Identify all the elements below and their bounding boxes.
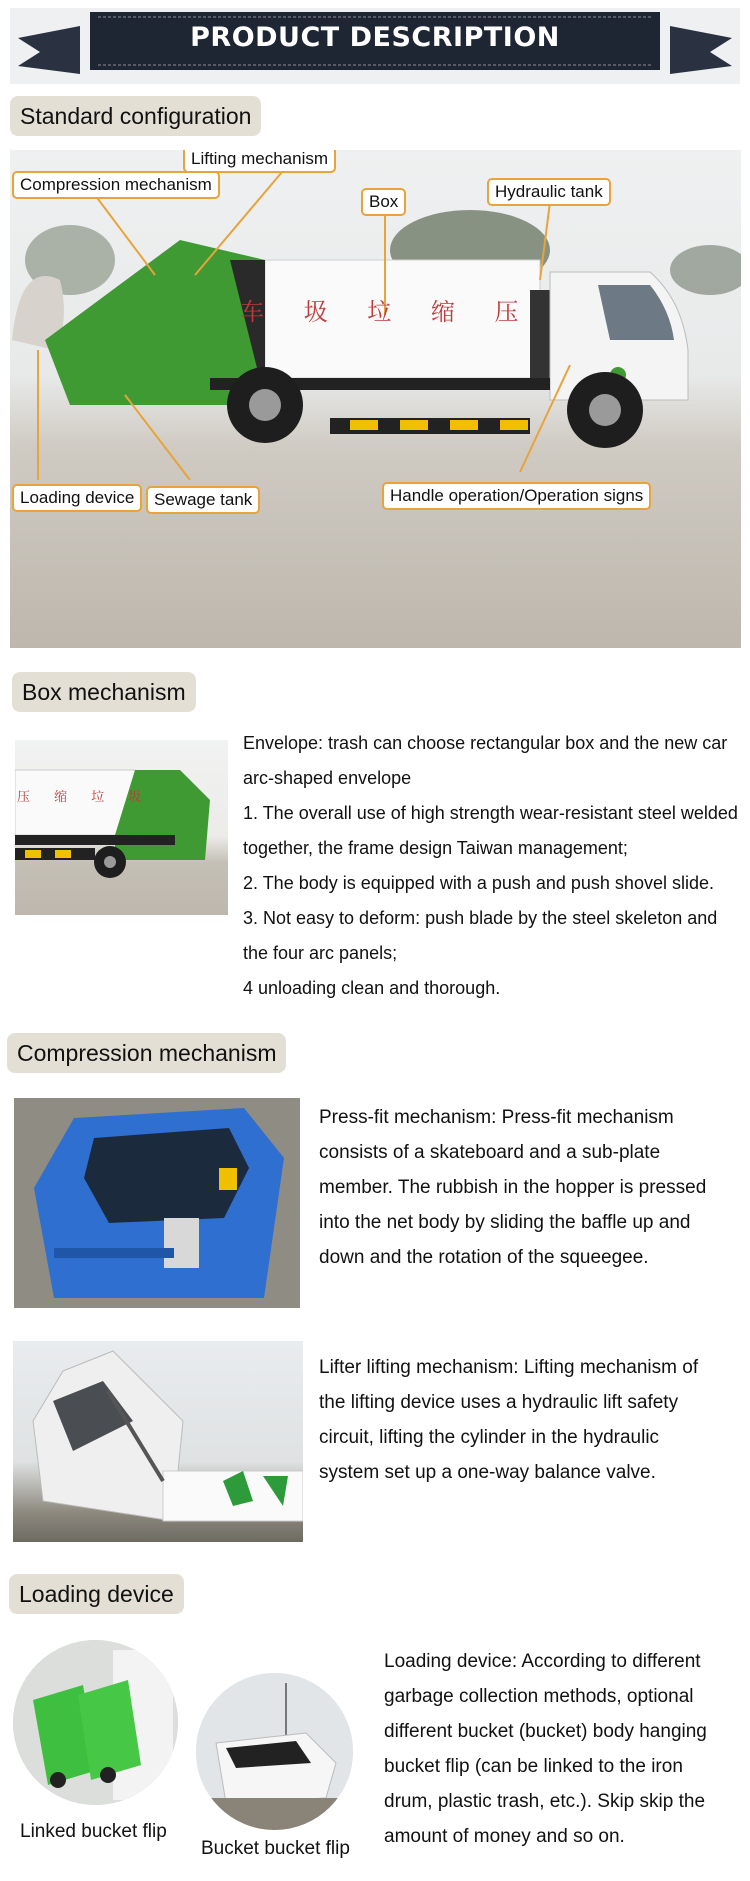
press-fit-illustration <box>14 1098 300 1308</box>
box-line: the four arc panels; <box>243 943 398 963</box>
lifter-description <box>319 1350 744 1490</box>
banner-title: PRODUCT DESCRIPTION <box>190 22 560 53</box>
box-line: 1. The overall use of high strength wear-resistant steel welded <box>243 803 738 823</box>
press-fit-line: down and the rotation of the squeegee. <box>319 1247 649 1268</box>
callout-handle-operation: Handle operation/Operation signs <box>382 482 651 510</box>
lifter-line: system set up a one-way balance valve. <box>319 1462 656 1483</box>
box-line: 4 unloading clean and thorough. <box>243 978 501 998</box>
press-fit-line: member. The rubbish in the hopper is pressed <box>319 1177 707 1198</box>
box-line: 2. The body is equipped with a push and push shovel slide. <box>243 873 714 893</box>
box-line: arc-shaped envelope <box>243 768 412 788</box>
loading-line: garbage collection methods, optional <box>384 1686 694 1707</box>
linked-bucket-flip-caption: Linked bucket flip <box>20 1821 167 1842</box>
callout-compression-mechanism: Compression mechanism <box>12 171 220 199</box>
linked-bucket-illustration <box>13 1640 178 1805</box>
press-fit-line: Press-fit mechanism: Press-fit mechanism <box>319 1107 674 1128</box>
callout-hydraulic-tank: Hydraulic tank <box>487 178 611 206</box>
truck-illustration <box>10 150 741 648</box>
lifter-line: the lifting device uses a hydraulic lift safety <box>319 1392 679 1413</box>
truck-diagram-photo <box>10 150 741 648</box>
box-truck-illustration <box>15 740 228 915</box>
product-description-banner <box>10 8 740 84</box>
press-fit-line: into the net body by sliding the baffle up and <box>319 1212 691 1233</box>
section-compression-mechanism: Compression mechanism <box>7 1033 286 1073</box>
press-fit-description <box>319 1100 744 1275</box>
lifter-line: Lifter lifting mechanism: Lifting mechanism of <box>319 1357 699 1378</box>
section-box-mechanism: Box mechanism <box>12 672 196 712</box>
section-loading-device: Loading device <box>9 1574 184 1614</box>
press-fit-photo <box>14 1098 300 1308</box>
loading-line: drum, plastic trash, etc.). Skip skip the <box>384 1791 706 1812</box>
loading-line: different bucket (bucket) body hanging <box>384 1721 707 1742</box>
bucket-bucket-flip-photo <box>196 1673 353 1830</box>
loading-line: Loading device: According to different <box>384 1651 701 1672</box>
box-line: Envelope: trash can choose rectangular box and the new car <box>243 733 728 753</box>
linked-bucket-flip-photo <box>13 1640 178 1805</box>
box-line: 3. Not easy to deform: push blade by the steel skeleton and <box>243 908 718 928</box>
lifter-photo <box>13 1341 303 1542</box>
truck-body-lettering: 车 圾 垃 缩 压 <box>240 298 535 326</box>
callout-loading-device: Loading device <box>12 484 142 512</box>
loading-device-description <box>384 1644 744 1854</box>
section-standard-configuration: Standard configuration <box>10 96 261 136</box>
loading-line: bucket flip (can be linked to the iron <box>384 1756 683 1777</box>
lifter-illustration <box>13 1341 303 1542</box>
press-fit-line: consists of a skateboard and a sub-plate <box>319 1142 661 1163</box>
callout-box: Box <box>361 188 406 216</box>
lifter-line: circuit, lifting the cylinder in the hydraulic <box>319 1427 660 1448</box>
callout-sewage-tank: Sewage tank <box>146 486 260 514</box>
box-truck-lettering: 压 缩 垃 圾 <box>17 790 152 805</box>
box-mechanism-description <box>243 726 743 1006</box>
bucket-flip-illustration <box>196 1673 353 1830</box>
box-line: together, the frame design Taiwan management; <box>243 838 628 858</box>
box-mechanism-photo <box>15 740 228 915</box>
bucket-bucket-flip-caption: Bucket bucket flip <box>201 1838 350 1859</box>
callout-lifting-mechanism: Lifting mechanism <box>183 150 336 173</box>
loading-line: amount of money and so on. <box>384 1826 625 1847</box>
